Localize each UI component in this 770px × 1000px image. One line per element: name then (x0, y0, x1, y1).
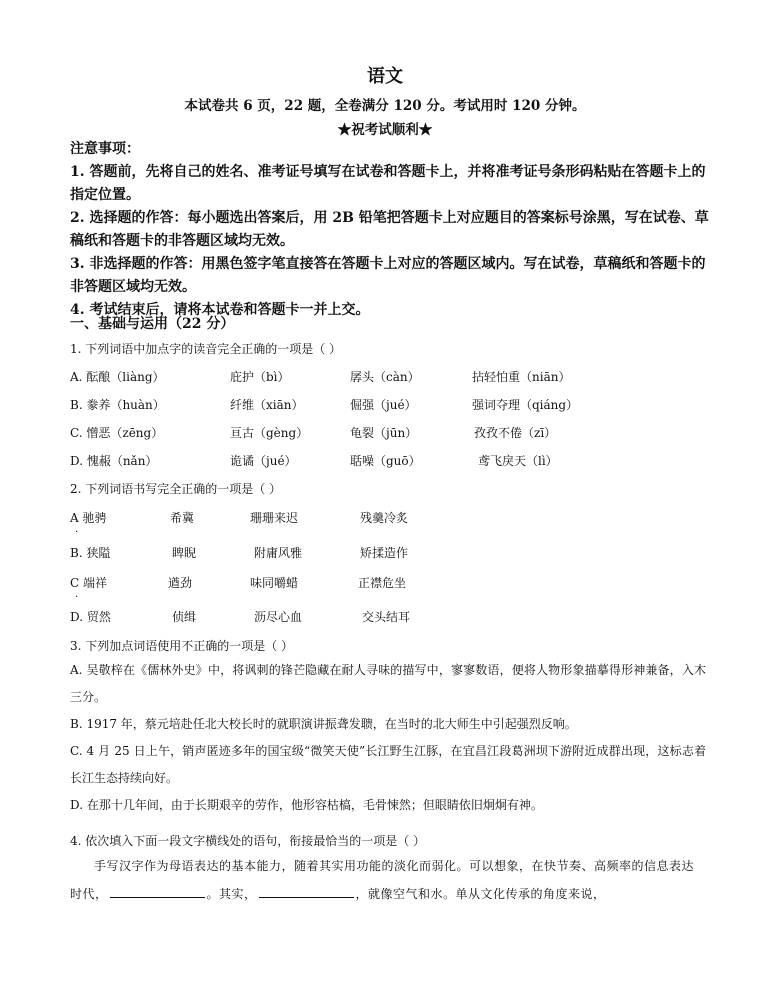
q1-d-2: 诡谲（jué） (230, 454, 297, 468)
q2-c-dot: . (75, 589, 79, 600)
q2-b-2: 睥睨 (172, 546, 197, 560)
q2-d-4: 交头结耳 (362, 610, 411, 624)
q1-a-4: 拈轻怕重（niān） (472, 370, 571, 384)
q3-options (70, 657, 706, 819)
q4-passage (70, 852, 706, 908)
q1-c-3: 龟裂（jūn） (350, 426, 418, 440)
q1-d-1: D. 愧赧（nǎn） (70, 454, 158, 468)
q1-a-3: 孱头（càn） (350, 370, 420, 384)
q2-c-4: 正襟危坐 (358, 576, 407, 590)
q2-d-2: 侦缉 (172, 610, 197, 624)
q2-option-a (70, 509, 710, 527)
q4-passage-part1: 手写汉字作为母语表达的基本能力，随着其实用功能的淡化而弱化。可以想象，在快节奏、高频率的信息表达时代， (70, 859, 695, 901)
q2-a-2: 希冀 (170, 511, 195, 525)
q1-option-b (70, 396, 710, 414)
note-item-3: 3. 非选择题的作答：用黑色签字笔直接答在答题卡上对应的答题区域内。写在试卷，草稿纸和答题卡的非答题区域均无效。 (70, 256, 706, 295)
q4-passage-part2: 。其实， (206, 887, 257, 901)
q1-option-c (70, 424, 710, 442)
q3-option-b: B. 1917 年，蔡元培赴任北大校长时的就职演讲振聋发聩，在当时的北大师生中引起强烈反响。 (70, 717, 577, 731)
note-item-4: 4. 考试结束后，请将本试卷和答题卡一并上交。 (70, 302, 370, 318)
q4-passage-part3: ，就像空气和水。单从文化传承的角度来说， (355, 887, 606, 901)
q1-d-4: 鸢飞戾天（lì） (478, 454, 558, 468)
q2-b-4: 矫揉造作 (360, 546, 409, 560)
q2-stem: 2. 下列词语书写完全正确的一项是（ ） (70, 482, 282, 496)
q3-option-d: D. 在那十几年间，由于长期艰辛的劳作，他形容枯槁，毛骨悚然；但眼睛依旧炯炯有神。 (70, 798, 543, 812)
q1-a-2: 庇护（bì） (230, 370, 290, 384)
q1-stem: 1. 下列词语中加点字的读音完全正确的一项是（ ） (70, 342, 342, 356)
q1-b-2: 纤维（xiān） (230, 398, 304, 412)
notes-heading: 注意事项： (70, 141, 140, 157)
q2-d-3: 沥尽心血 (254, 610, 303, 624)
exam-wish: ★祝考试顺利★ (337, 122, 433, 138)
q2-option-d (70, 608, 710, 626)
q2-option-c (70, 574, 710, 592)
q4-stem: 4. 依次填入下面一段文字横线处的语句，衔接最恰当的一项是（ ） (70, 834, 426, 848)
notes-block (70, 138, 710, 322)
note-item-1: 1. 答题前，先将自己的姓名、准考证号填写在试卷和答题卡上，并将准考证号条形码粘贴在答题卡上的指定位置。 (70, 164, 706, 203)
q1-d-3: 聒噪（guō） (350, 454, 421, 468)
q1-option-a (70, 368, 710, 386)
section-heading: 一、基础与运用（22 分） (70, 316, 235, 332)
q3-option-a: A. 吴敬梓在《儒林外史》中，将讽刺的锋芒隐藏在耐人寻味的描写中，寥寥数语，便将人物形象描摹得形神兼备，入木三分。 (70, 663, 706, 704)
q1-b-4: 强词夺理（qiáng） (472, 398, 579, 412)
q2-a-4: 残羹冷炙 (360, 511, 409, 525)
q3-stem: 3. 下列加点词语使用不正确的一项是（ ） (70, 639, 294, 653)
q2-option-b (70, 544, 710, 562)
q2-c-3: 味同嚼蜡 (250, 576, 299, 590)
q1-b-3: 倔强（jué） (350, 398, 417, 412)
q2-a-dot: . (75, 524, 79, 535)
q2-c-1: C 端祥 (70, 576, 107, 590)
q1-option-d (70, 452, 710, 470)
q2-a-3: 珊珊来迟 (250, 511, 299, 525)
q2-b-3: 附庸风雅 (254, 546, 303, 560)
q2-c-2: 遒劲 (168, 576, 193, 590)
q1-a-1: A. 酝酿（liàng） (70, 370, 165, 384)
q4-blank-2 (259, 885, 354, 898)
q1-b-1: B. 豢养（huàn） (70, 398, 165, 412)
page-title: 语文 (367, 66, 403, 87)
q2-d-1: D. 贸然 (70, 610, 111, 624)
exam-subtitle: 本试卷共 6 页，22 题，全卷满分 120 分。考试用时 120 分钟。 (184, 98, 586, 114)
q2-b-1: B. 狭隘 (70, 546, 111, 560)
q2-a-1: A 驰骋 (70, 511, 107, 525)
note-item-2: 2. 选择题的作答：每小题选出答案后，用 2B 铅笔把答题卡上对应题目的答案标号涂黑，写在试卷、草稿纸和答题卡的非答题区域均无效。 (70, 210, 709, 249)
q4-blank-1 (110, 885, 205, 898)
q1-c-2: 亘古（gèng） (230, 426, 309, 440)
q3-option-c: C. 4 月 25 日上午，销声匿迹多年的国宝级“微笑天使”长江野生江豚，在宜昌江段葛洲坝下游附近成群出现，这标志着长江生态持续向好。 (70, 744, 706, 785)
q1-c-1: C. 憎恶（zēng） (70, 426, 164, 440)
q1-c-4: 孜孜不倦（zī） (474, 426, 557, 440)
